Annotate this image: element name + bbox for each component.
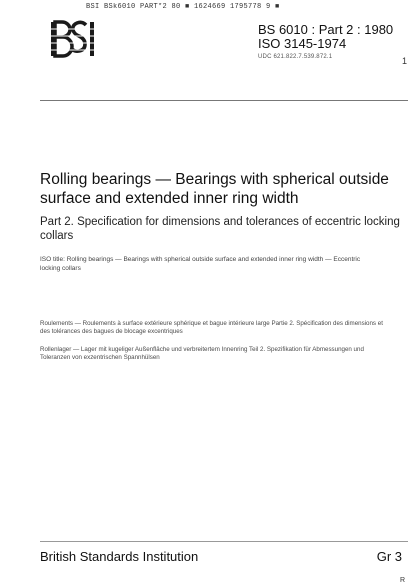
document-title: Rolling bearings — Bearings with spherical outside surface and extended inner ring width [40,171,389,207]
french-title: Roulements — Roulements à surface extérieure sphérique et bague intérieure large Partie 2. Spécification des dimensions et des tolérances des bagues de blocage excentriques [40,320,383,335]
margin-mark: 1 [402,56,408,66]
corner-mark: R [400,577,406,584]
price-grade: Gr 3 [376,549,402,564]
publisher-name: British Standards Institution [40,549,199,564]
iso-standard-number: ISO 3145-1974 [258,36,347,51]
iso-title-note: ISO title: Rolling bearings — Bearings with spherical outside surface and extended inner ring width — Eccentric locking collars [40,256,361,272]
german-title: Rollenlager — Lager mit kugeliger Außenfläche und verbreitertem Innenring Teil 2. Spezifikation für Abmessungen und Toleranzen von exzentrischen Spannhülsen [40,346,364,361]
part-subtitle: Part 2. Specification for dimensions and tolerances of eccentric locking collars [40,216,400,242]
standard-numbers [258,23,393,51]
footer-divider [40,541,408,542]
udc-classification: UDC 621.822.7.539.872.1 [258,54,333,60]
bsi-logo-icon [50,19,96,64]
microfilm-header-strip: BSI BSk6010 PART*2 80 ■ 1624669 1795778 9 ■ [86,3,280,11]
header-divider [40,100,408,101]
bs-standard-number: BS 6010 : Part 2 : 1980 [258,22,394,37]
bsi-logo-graphic [50,19,96,59]
